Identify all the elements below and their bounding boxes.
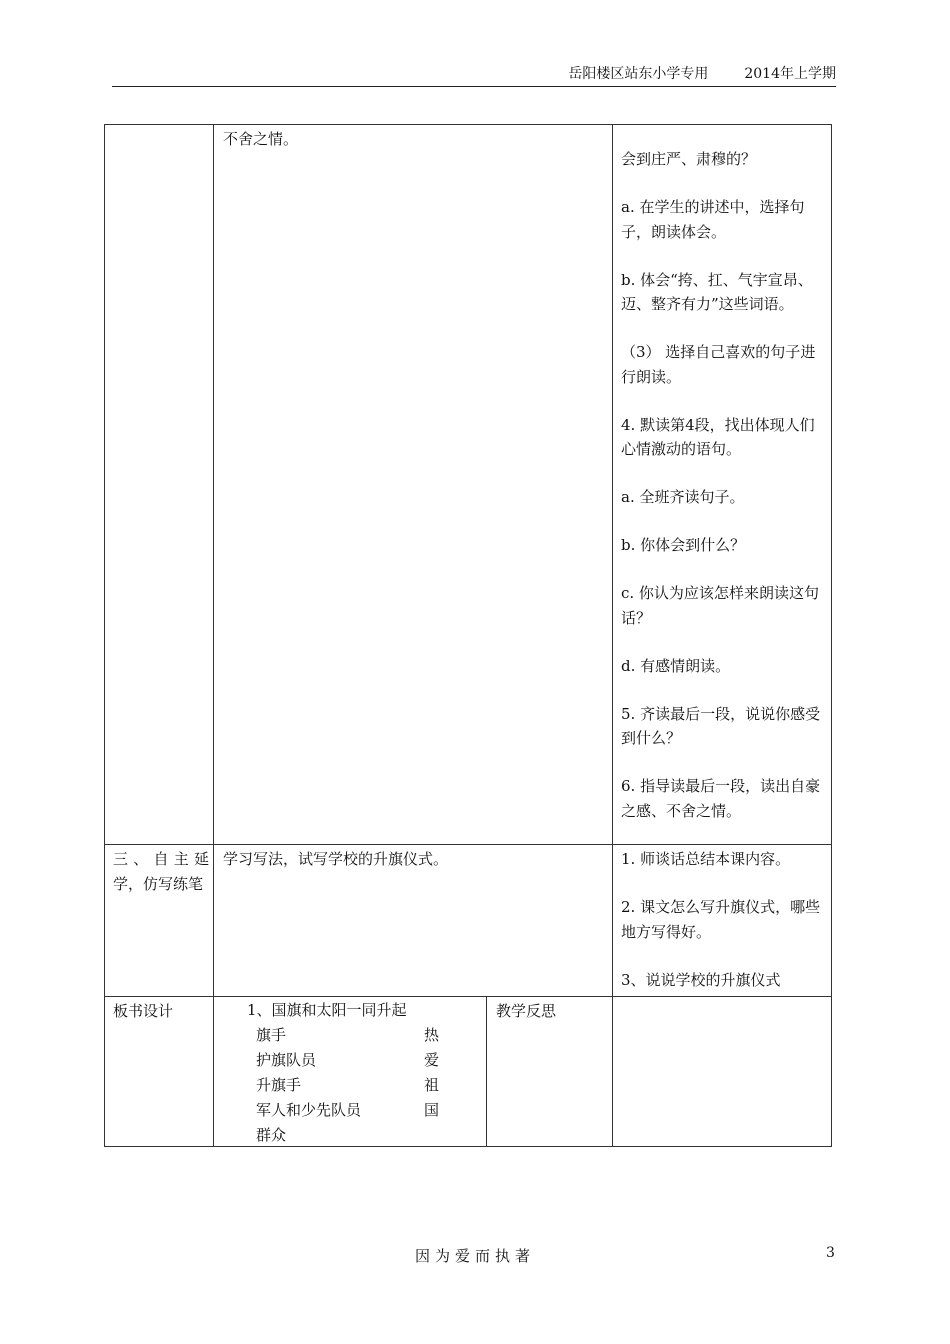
row1-middle-text: 不舍之情。 [223, 130, 299, 148]
summary-step: 3、说说学校的升旗仪式 [621, 970, 781, 989]
step-text: d. 有感情朗读。 [621, 656, 731, 675]
page-header [112, 64, 836, 87]
board-item: 护旗队员 [256, 1051, 317, 1069]
board-item: 旗手 [256, 1026, 287, 1044]
step-text: （3） 选择自己喜欢的句子进行朗读。 [621, 343, 816, 386]
row2-section-label: 三、自主延学，仿写练笔 [113, 850, 209, 893]
col-divider [213, 124, 214, 1147]
step-text: 5. 齐读最后一段，说说你感受到什么？ [621, 704, 821, 747]
footer-motto: 因为爱而执著 [414, 1247, 535, 1265]
board-item: 群众 [256, 1126, 287, 1144]
step-text: c. 你认为应该怎样来朗读这句话？ [621, 584, 819, 627]
board-side-char: 热 [424, 1026, 440, 1044]
step-text: b. 你体会到什么？ [621, 536, 746, 554]
reflection-label: 教学反思 [496, 1002, 557, 1020]
board-design-label: 板书设计 [113, 1002, 174, 1020]
header-school: 岳阳楼区站东小学专用 [568, 66, 709, 82]
step-text: b. 体会“挎、扛、气宇宣昂、迈、整齐有力”这些词语。 [621, 270, 813, 313]
col-divider [486, 996, 487, 1147]
summary-step: 1. 师谈话总结本课内容。 [621, 850, 791, 868]
step-text: a. 在学生的讲述中，选择句子，朗读体会。 [621, 198, 805, 241]
page-number: 3 [826, 1245, 835, 1261]
row1-right-cell [621, 147, 827, 847]
summary-step: 2. 课文怎么写升旗仪式，哪些地方写得好。 [621, 898, 821, 941]
row2-right-cell [621, 847, 827, 992]
board-item: 军人和少先队员 [256, 1101, 362, 1119]
board-item: 升旗手 [256, 1076, 302, 1094]
board-side-char: 国 [424, 1101, 440, 1119]
board-side-char: 祖 [424, 1076, 440, 1094]
board-title: 1、国旗和太阳一同升起 [247, 1001, 407, 1019]
step-text: 4. 默读第4段，找出体现人们心情激动的语句。 [621, 415, 815, 458]
col-divider [612, 124, 613, 1147]
board-side-char: 爱 [424, 1051, 440, 1069]
header-term: 2014年上学期 [744, 66, 836, 82]
row2-middle-text: 学习写法，试写学校的升旗仪式。 [223, 850, 449, 868]
step-text: 6. 指导读最后一段，读出自豪之感、不舍之情。 [621, 777, 821, 820]
step-text: 会到庄严、肃穆的？ [621, 150, 757, 168]
step-text: a. 全班齐读句子。 [621, 488, 745, 506]
